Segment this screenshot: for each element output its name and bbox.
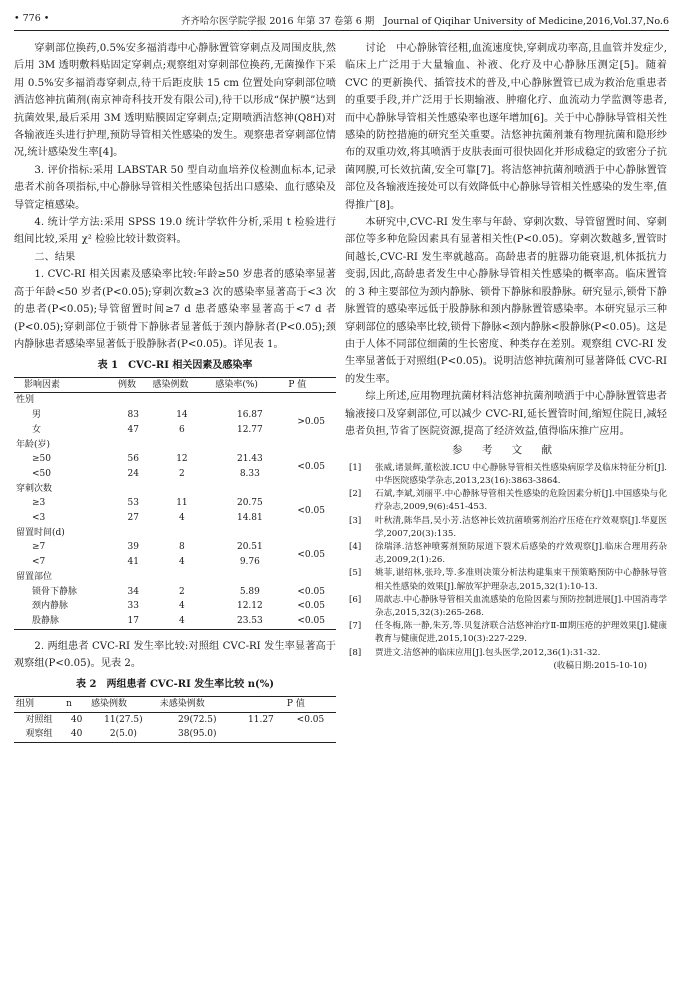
statistics-paragraph: 4. 统计学方法:采用 SPSS 19.0 统计学软件分析,采用 t 检验进行组间比较,采用 χ² 检验比较计数资料。 xyxy=(14,217,336,246)
table-1 xyxy=(14,377,336,630)
table-row: 对照组 40 11(27.5) 29(72.5) 11.27 <0.05 xyxy=(25,714,325,725)
reference-item: [2] 石斌,李斌,刘丽平.中心静脉导管相关性感染的危险因素分析[J].中国感染与化疗杂志,2009,9(6):451-453. xyxy=(349,489,667,513)
conclusion-paragraph: 综上所述,应用物理抗菌材料洁悠神抗菌剂喷洒于中心静脉置管患者输液接口及穿刺部位,可以减少 CVC-RI,延长置管时间,缩短住院日,减轻患者负担,节省了医院资源,提高了经济效益,值得临床推广应用。 xyxy=(345,391,667,437)
table-row: 穿刺次数 xyxy=(16,483,53,494)
table-row: ≥3 53 11 20.75 <0.05 xyxy=(32,498,325,516)
received-date: (收稿日期:2015-10-10) xyxy=(553,660,647,671)
page-number: • 776 • xyxy=(14,13,50,24)
table-row: 观察组 40 2(5.0) 38(95.0) xyxy=(25,729,217,740)
header-rule xyxy=(14,30,669,31)
t2-header: 未感染例数 xyxy=(158,696,237,712)
table-row: 性别 xyxy=(16,395,35,406)
evaluation-paragraph: 3. 评价指标:采用 LABSTAR 50 型自动血培养仪检测血标本,记录患者术前各项指标,中心静脉导管相关性感染包括出口感染、血行感染及导管定植感染。 xyxy=(14,164,336,211)
running-header xyxy=(14,13,669,29)
table2-caption: 表 2 两组患者 CVC-RI 发生率比较 n(%) xyxy=(76,679,274,691)
t1-header: 感染率(%) xyxy=(213,377,286,393)
reference-item: [1] 张威,诸景辉,董松波.ICU 中心静脉导管相关性感染病原学及临床特征分析[J].中华医院感染学杂志,2013,23(16):3863-3864. xyxy=(349,462,667,486)
table-row: 锁骨下静脉 34 2 5.89 <0.05 xyxy=(32,586,325,597)
t2-header: 组别 xyxy=(14,696,64,712)
t2-header: n xyxy=(64,696,89,712)
table-row: <7 41 4 9.76 xyxy=(32,557,260,568)
reference-item: [3] 叶秋清,陈华昌,吴小芳.洁悠神长效抗菌喷雾剂治疗压疮在疗效观察[J].华夏医学,2007,20(3):135. xyxy=(349,515,667,539)
reference-list xyxy=(345,462,667,660)
discussion-paragraph-2: 本研究中,CVC-RI 发生率与年龄、穿刺次数、导管留置时间、穿刺部位等多种危险因素具有显著相关性(P<0.05)。穿刺次数越多,置管时间越长,CVC-RI 发生率就越高。高龄患者的脏器功能衰退,机体抵抗力变弱,因此,高龄患者发生中心静脉导管相关性感染的概率高。临床置管的 3 种主要部位为颈内静脉、锁骨下静脉和股静脉。研究显示,锁骨下静脉置管的感染率远低于股静脉和颈内静脉置管感染率。本研究显示三种穿刺部位的感染率比较,锁骨下静脉<颈内静脉<股静脉(P<0.05)。这是由于人体不同部位细菌的生长密度、种类存在差别。观察组 CVC-RI 发生率显著低于对照组(P<0.05)。说明洁悠神抗菌剂可显著降低 CVC-RI 的发生率。 xyxy=(345,217,667,385)
table-row: ≥50 56 12 21.43 <0.05 xyxy=(32,454,325,472)
table-row: 股静脉 17 4 23.53 <0.05 xyxy=(32,615,325,626)
table-row: 颈内静脉 33 4 12.12 <0.05 xyxy=(32,601,325,612)
reference-item: [5] 姚菲,谌绍林,张玲,等.多准则决策分析法构建集束干预策略预防中心静脉导管相关性感染的效果[J].解放军护理杂志,2015,32(1):10-13. xyxy=(349,568,667,592)
t2-header: P 值 xyxy=(285,696,336,712)
method-paragraph: 穿刺部位换药,0.5%安多福消毒中心静脉置管穿刺点及周围皮肤,然后用 3M 透明敷料贴固定穿刺点;观察组对穿刺部位换药,无菌操作下采用 0.5%安多福消毒穿刺点,待干后距皮肤 15 cm 位置处向穿刺部位喷洒洁悠神抗菌剂(南京神奇科技开发有限公司),待干以形成“保护膜”达到抗菌效果,最后采用 3M 透明贴膜固定穿刺点;定期喷洒洁悠神(Q8H)对各输液连头进行护理,预防导管相关性感染的发生。观察患者穿刺部位情况,统计感染发生率[4]。 xyxy=(14,43,336,159)
reference-item: [7] 任冬梅,陈一静,朱芳,等.贝复济联合洁悠神治疗Ⅱ-Ⅲ期压疮的护理效果[J].健康教育与健康促进,2015,10(3):227-229. xyxy=(349,621,667,645)
table-row: 留置部位 xyxy=(16,571,53,582)
reference-item: [8] 贾进文.洁悠神的临床应用[J].包头医学,2012,36(1):31-32. xyxy=(349,647,601,658)
reference-item: [4] 徐瑞泽.洁悠神喷雾剂预防尿道下裂术后感染的疗效观察[J].临床合理用药杂志,2009,2(1):26. xyxy=(349,541,667,566)
journal-title: 齐齐哈尔医学院学报 2016 年第 37 卷第 6 期 Journal of Qiqihar University of Medicine,2016,Vol.37,No.6 xyxy=(180,16,669,27)
table-2 xyxy=(14,696,336,743)
t2-header xyxy=(237,696,285,712)
table-row: 年龄(岁) xyxy=(16,439,51,450)
t1-header: P 值 xyxy=(286,377,336,393)
left-column xyxy=(14,40,336,743)
references-heading: 参 考 文 献 xyxy=(451,444,560,457)
discussion-paragraph: 讨论 中心静脉管径粗,血流速度快,穿刺成功率高,且血管并发症少,临床上广泛用于大量输血、补液、化疗及中心静脉压测定[5]。随着 CVC 的更新换代、插管技术的普及,中心静脉置管已成为救治危重患者的重要手段,并广泛用于长期输液、肿瘤化疗、血流动力学监测等患者,而中心静脉导管相关性感染率也逐年增加[6]。关于中心静脉导管相关性感染的防控措施的研究至关重要。洁悠神抗菌剂兼有物理抗菌和隐形纱布的双重功效,将其喷洒于皮肤表面可很快固化并形成稳定的致密分子抗菌网膜,可长效抗菌,安全可靠[7]。将洁悠神抗菌剂喷洒于中心静脉置管部位及各输液连接处可以有效降低中心静脉导管相关性感染的发生率,值得推广[8]。 xyxy=(345,43,667,211)
table-row: 留置时间(d) xyxy=(16,527,65,538)
result-paragraph-2: 2. 两组患者 CVC-RI 发生率比较:对照组 CVC-RI 发生率显著高于观察组(P<0.05)。见表 2。 xyxy=(14,640,336,670)
table-row: 女 47 6 12.77 xyxy=(32,424,263,435)
result-paragraph-1: 1. CVC-RI 相关因素及感染率比较:年龄≥50 岁患者的感染率显著高于年龄<50 岁者(P<0.05);穿刺次数≥3 次的感染率显著高于<3 次的患者(P<0.05);导管留置时间≥7 d 患者感染率显著高于<7 d 者(P<0.05);穿刺部位于锁骨下静脉者显著低于颈内静脉者(P<0.05);颈内静脉患者感染率显著低于股静脉者(P<0.05)。详见表 1。 xyxy=(14,269,336,350)
table1-caption: 表 1 CVC-RI 相关因素及感染率 xyxy=(97,360,253,372)
t2-header: 感染例数 xyxy=(89,696,158,712)
section-heading-results: 二、结果 xyxy=(34,251,76,263)
t1-header: 影响因素 xyxy=(14,377,116,393)
table-row: <50 24 2 8.33 xyxy=(32,468,260,479)
t1-header: 例数 xyxy=(116,377,151,393)
right-column xyxy=(345,40,667,673)
table-row: <3 27 4 14.81 xyxy=(32,513,263,524)
t1-header: 感染例数 xyxy=(151,377,214,393)
table-row: 男 83 14 16.87 >0.05 xyxy=(32,410,325,428)
reference-item: [6] 周歆志.中心静脉导管相关血流感染的危险因素与预防控制进展[J].中国消毒学杂志,2015,32(3):265-268. xyxy=(349,594,667,618)
table-row: ≥7 39 8 20.51 <0.05 xyxy=(32,542,325,560)
